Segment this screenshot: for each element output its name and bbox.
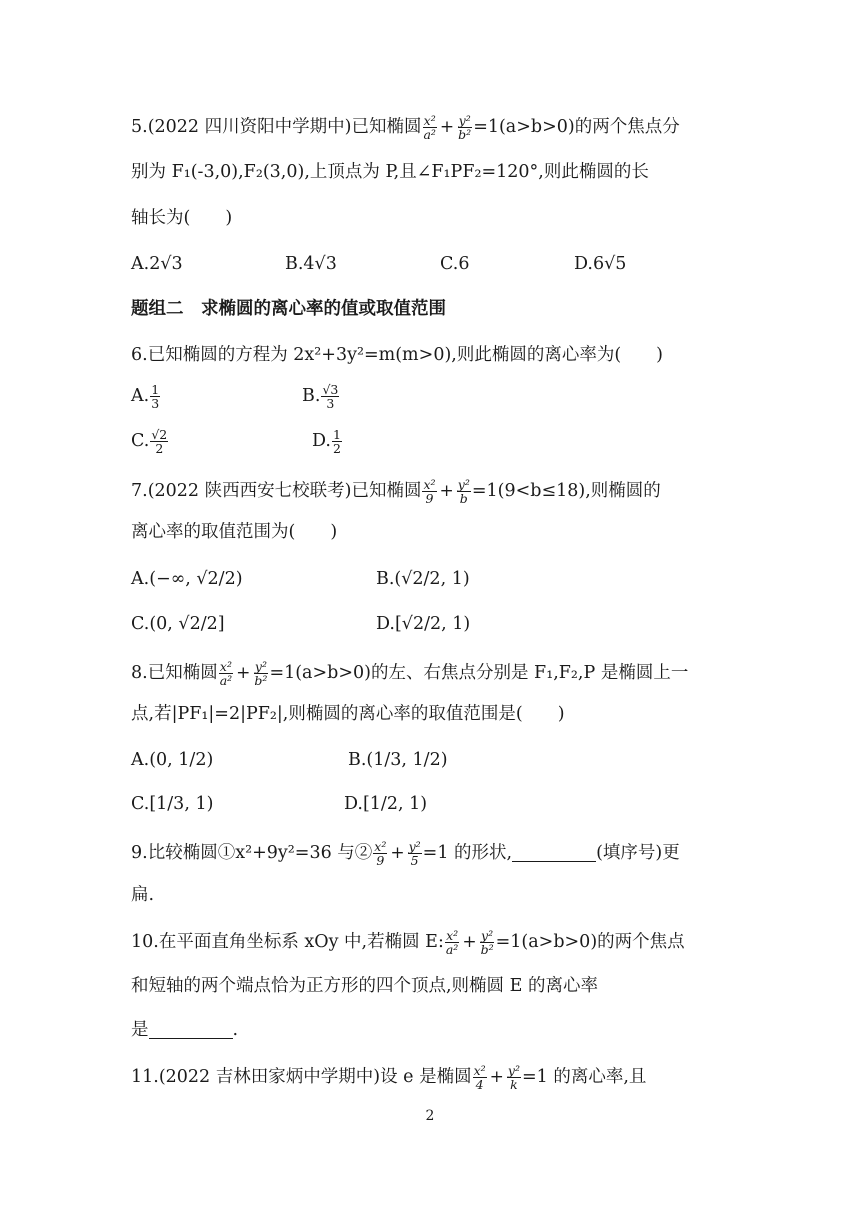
fraction: $\frac{1}{3}$ — [151, 382, 160, 411]
q7-option-d: D.[√2/2, 1) — [376, 614, 471, 634]
fraction: $\frac{\text{y²}}{\text{b²}}$ — [480, 928, 494, 957]
q8-line2: 点,若|PF₁|=2|PF₂|,则椭圆的离心率的取值范围是( ) — [131, 704, 565, 724]
fraction: $\frac{\text{x²}}{\text{a²}}$ — [423, 113, 436, 142]
fraction: $\frac{\text{y²}}{k}$ — [507, 1063, 520, 1092]
q7-line1: 7.(2022 陕西西安七校联考)已知椭圆 $\frac{\text{x²}}{9}$ + $\frac{\text{y²}}{b}$ =1(9<b≤18),则椭圆的 — [131, 477, 661, 506]
fraction: $\frac{\text{y²}}{5}$ — [408, 839, 421, 868]
fraction: $\frac{\text{x²}}{9}$ — [374, 839, 387, 868]
fraction: $\frac{\text{x²}}{4}$ — [473, 1063, 486, 1092]
q5-line1: 5.(2022 四川资阳中学期中)已知椭圆 $\frac{\text{x²}}{\text{a²}}$ + $\frac{\text{y²}}{\text{b²}}$ =1(a>b>0)的两个焦点分 — [131, 113, 680, 142]
answer-blank[interactable] — [512, 843, 596, 862]
q8-option-d: D.[1/2, 1) — [344, 794, 428, 814]
q5-option-d: D.6√5 — [574, 254, 627, 274]
fraction: $\frac{1}{2}$ — [332, 427, 341, 456]
q9-line1: 9.比较椭圆①x²+9y²=36 与② $\frac{\text{x²}}{9}$ + $\frac{\text{y²}}{5}$ =1 的形状, (填序号)更 — [131, 839, 680, 868]
q8-option-a: A.(0, 1/2) — [131, 750, 214, 770]
q5-line3: 轴长为( ) — [131, 208, 233, 228]
q6-option-b: B. $\frac{√3}{3}$ — [302, 382, 339, 411]
fraction: $\frac{\text{x²}}{\text{a²}}$ — [219, 659, 233, 688]
fraction: $\frac{\text{y²}}{b}$ — [457, 477, 470, 506]
fraction: $\frac{√2}{2}$ — [151, 427, 168, 456]
q8-option-c: C.[1/3, 1) — [131, 794, 214, 814]
q5-option-b: B.4√3 — [285, 254, 337, 274]
q6-option-d: D. $\frac{1}{2}$ — [312, 427, 341, 456]
q6-option-a: A. $\frac{1}{3}$ — [131, 382, 160, 411]
q7-line2: 离心率的取值范围为( ) — [131, 522, 338, 542]
fraction: $\frac{\text{y²}}{\text{b²}}$ — [254, 659, 268, 688]
q7-option-c: C.(0, √2/2] — [131, 614, 225, 634]
fraction: $\frac{√3}{3}$ — [322, 382, 339, 411]
q9-line2: 扁. — [131, 885, 155, 905]
q6-stem: 6.已知椭圆的方程为 2x²+3y²=m(m>0),则此椭圆的离心率为( ) — [131, 345, 663, 365]
q10-line1: 10.在平面直角坐标系 xOy 中,若椭圆 E: $\frac{\text{x²}}{\text{a²}}$ + $\frac{\text{y²}}{\text{b²}}$ =1(a>b>0)的两个焦点 — [131, 928, 685, 957]
q5-option-a: A.2√3 — [131, 254, 183, 274]
q11-line1: 11.(2022 吉林田家炳中学期中)设 e 是椭圆 $\frac{\text{x²}}{4}$ + $\frac{\text{y²}}{k}$ =1 的离心率,且 — [131, 1063, 647, 1092]
q6-option-c: C. $\frac{√2}{2}$ — [131, 427, 168, 456]
q10-line3: 是 . — [131, 1020, 239, 1040]
q10-line2: 和短轴的两个端点恰为正方形的四个顶点,则椭圆 E 的离心率 — [131, 976, 598, 996]
q7-option-a: A.(−∞, √2/2) — [131, 569, 243, 589]
fraction: $\frac{\text{y²}}{\text{b²}}$ — [458, 113, 472, 142]
section-heading: 题组二 求椭圆的离心率的值或取值范围 — [131, 299, 446, 319]
q7-option-b: B.(√2/2, 1) — [376, 569, 470, 589]
fraction: $\frac{\text{x²}}{9}$ — [423, 477, 436, 506]
q5-option-c: C.6 — [440, 254, 470, 274]
q8-line1: 8.已知椭圆 $\frac{\text{x²}}{\text{a²}}$ + $\frac{\text{y²}}{\text{b²}}$ =1(a>b>0)的左、右焦点分别是 F₁,F₂,P 是椭圆上一 — [131, 659, 689, 688]
answer-blank[interactable] — [149, 1020, 233, 1039]
q5-line2: 别为 F₁(-3,0),F₂(3,0),上顶点为 P,且∠F₁PF₂=120°,则此椭圆的长 — [131, 162, 649, 182]
fraction: $\frac{\text{x²}}{\text{a²}}$ — [445, 928, 459, 957]
q8-option-b: B.(1/3, 1/2) — [348, 750, 448, 770]
page-number: 2 — [425, 1108, 435, 1124]
